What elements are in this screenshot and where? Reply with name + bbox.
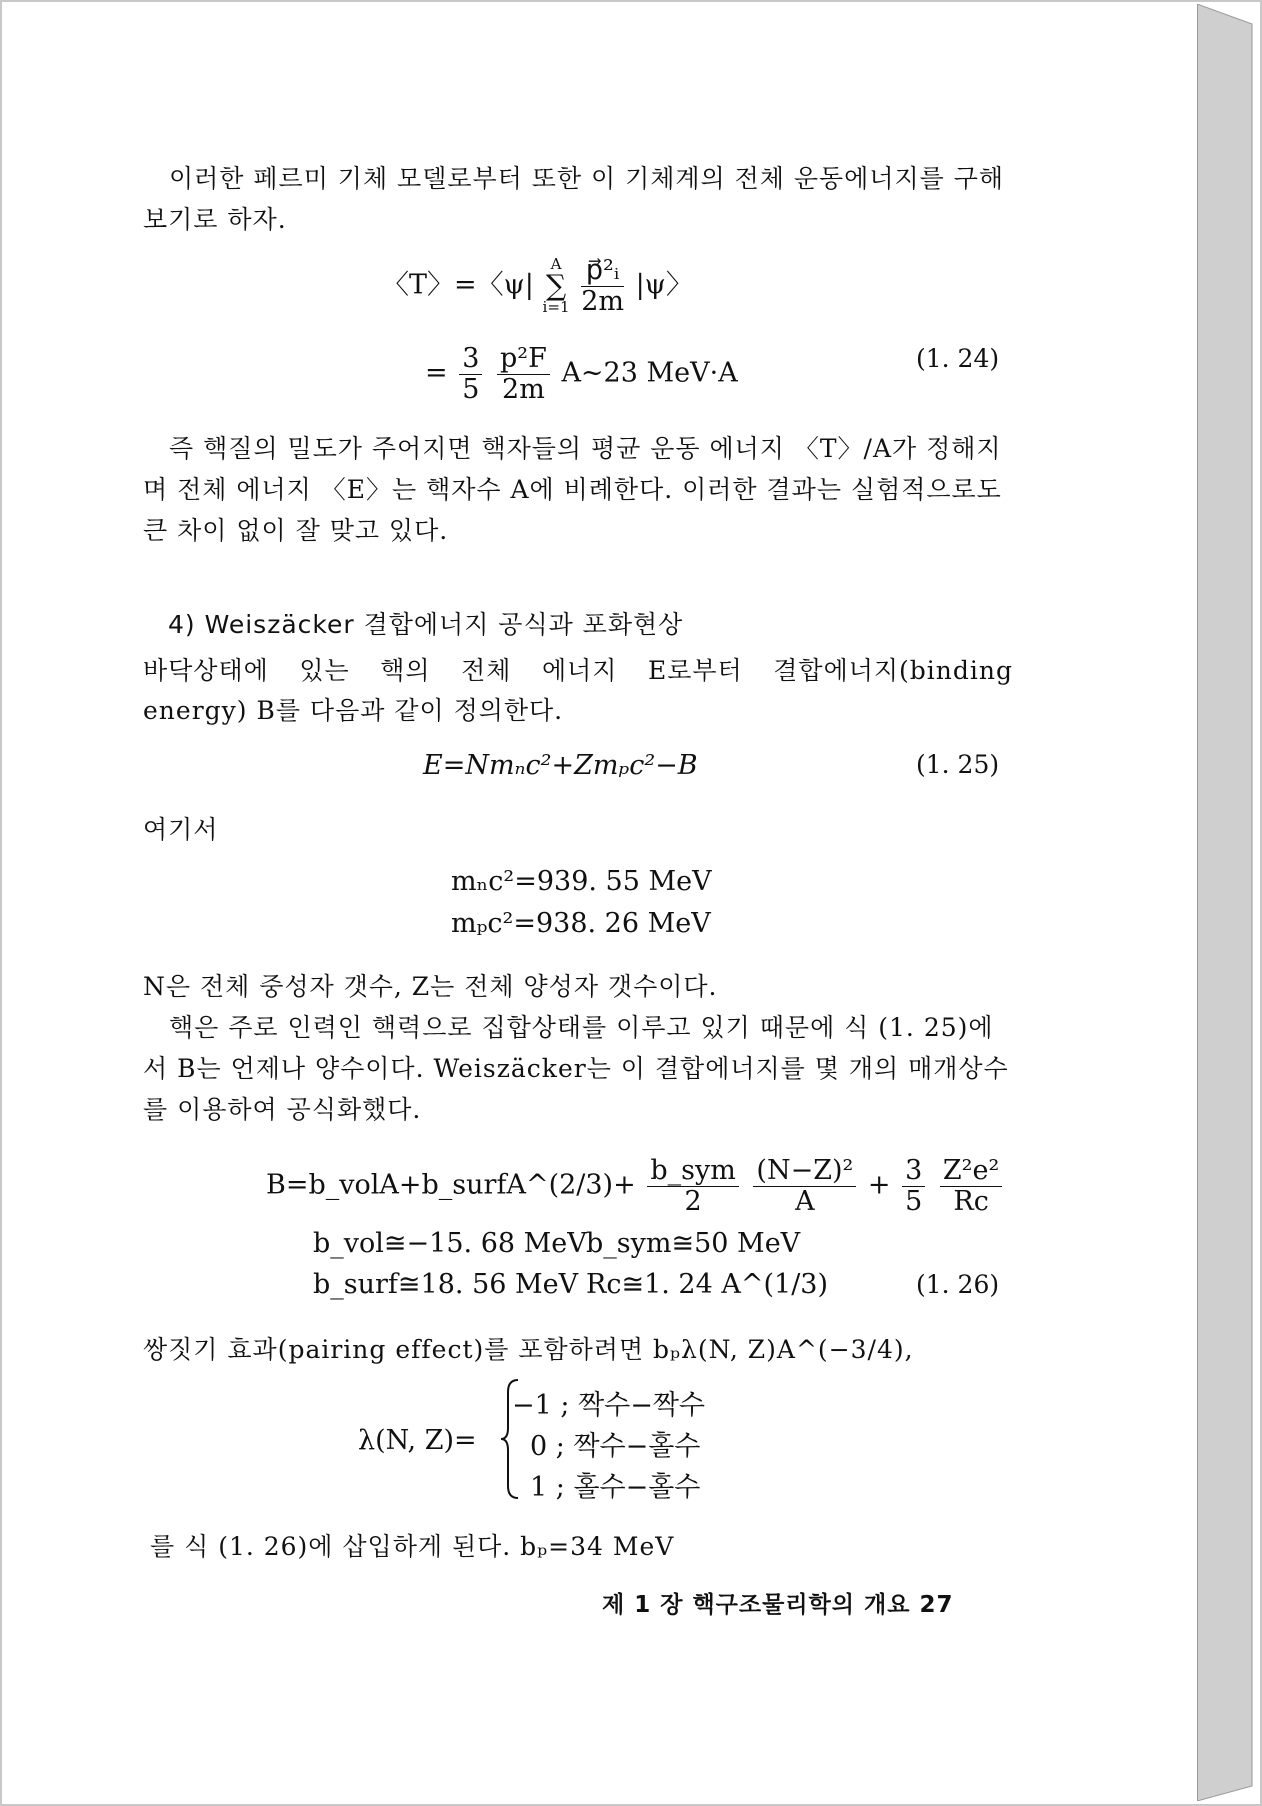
equation-1-24-line1 — [382, 256, 693, 316]
eq124-rhs: |ψ〉 — [635, 269, 693, 301]
constant-bvol: b_vol≅−15. 68 MeV — [313, 1228, 587, 1259]
sum-sign: ∑ — [545, 269, 567, 303]
eq126-frac-three-fifths: $\frac{3}{5}$ — [902, 1156, 925, 1216]
lambda-lhs: λ(N, Z)= — [358, 1425, 477, 1456]
equation-1-26-main: B=b_volA+b_surfA^(2/3)+ $\frac{\text{b\_sym}}{2}$ $\frac{\text{(N−Z)²}}{A}$ + $\frac{3}{5}$ $\frac{\text{Z²e²}}{Rc}$ — [266, 1156, 1005, 1216]
page-footer: 제 1 장 핵구조물리학의 개요 27 — [602, 1592, 954, 1618]
paragraph-kinetic-energy-intro: 이러한 페르미 기체 모델로부터 또한 이 기체계의 전체 운동에너지를 구해 보기로 하자. — [143, 164, 1005, 234]
text-yeogiseo: 여기서 — [143, 815, 219, 844]
paragraph-pairing-effect: 쌍짓기 효과(pairing effect)를 포함하려면 bₚλ(N, Z)A^(−3/4), — [143, 1335, 914, 1364]
eq126-frac-bsym: $\frac{\text{b\_sym}}{2}$ — [647, 1156, 739, 1216]
eq124-frac-three-fifths: $\frac{3}{5}$ — [459, 344, 482, 404]
sum-lower-limit: i=1 — [542, 298, 570, 317]
constant-bsym: b_sym≅50 MeV — [586, 1228, 801, 1259]
equation-1-25: E=Nmₙc²+Zmₚc²−B — [423, 750, 698, 781]
lambda-case-even-odd: 0 ; 짝수−홀수 — [530, 1431, 701, 1462]
eq124-frac-fermi: $\frac{\text{p²F}}{2m}$ — [497, 344, 550, 404]
sum-upper-limit: A — [550, 254, 562, 273]
eq124-sum — [542, 254, 570, 317]
paragraph-weiszacker-intro: 핵은 주로 인력인 핵력으로 집합상태를 이루고 있기 때문에 식 (1. 25)에서 B는 언제나 양수이다. Weiszäcker는 이 결합에너지를 몇 개의 매개상수를 이용하여 공식화했다. — [143, 1013, 1009, 1124]
equation-number-1-24: (1. 24) — [916, 344, 1000, 373]
paragraph-average-energy: 즉 핵질의 밀도가 주어지면 핵자들의 평균 운동 에너지 〈T〉/A가 정해지며 전체 에너지 〈E〉는 핵자수 A에 비례한다. 이러한 결과는 실험적으로도 큰 차이 없이 잘 맞고 있다. — [143, 434, 1002, 545]
eq124-lhs: 〈T〉=〈ψ| — [382, 269, 534, 301]
book-spine — [1197, 4, 1257, 1801]
eq126-frac-asymmetry: $\frac{\text{(N−Z)²}}{A}$ — [753, 1156, 856, 1216]
equation-1-24-line2: = $\frac{3}{5}$ $\frac{\text{p²F}}{2m}$ A∼23 MeV·A — [425, 343, 738, 405]
eq126-frac-coulomb: $\frac{\text{Z²e²}}{Rc}$ — [940, 1156, 1002, 1216]
constant-rc: Rc≅1. 24 A^(1/3) — [586, 1269, 828, 1300]
eq124-frac-momentum: $\frac{\text{p⃗²ᵢ}}{2m}$ — [581, 255, 624, 317]
constant-bsurf: b_surf≅18. 56 MeV — [313, 1269, 579, 1300]
neutron-mass-energy: mₙc²=939. 55 MeV — [451, 866, 712, 897]
lambda-case-odd-odd: 1 ; 홀수−홀수 — [530, 1472, 701, 1503]
equation-number-1-25: (1. 25) — [916, 750, 1000, 779]
paragraph-binding-energy-line2: energy) B를 다음과 같이 정의한다. — [143, 696, 564, 725]
section-heading-weiszacker: 4) Weiszäcker 결합에너지 공식과 포화현상 — [168, 610, 684, 639]
paragraph-binding-energy-line1: 바닥상태에 있는 핵의 전체 에너지 E로부터 결합에너지(binding — [143, 656, 1013, 685]
lambda-case-even-even: −1 ; 짝수−짝수 — [512, 1390, 706, 1421]
equation-number-1-26: (1. 26) — [916, 1270, 1000, 1299]
paragraph-nucleon-counts: N은 전체 중성자 갯수, Z는 전체 양성자 갯수이다. — [143, 972, 718, 1001]
proton-mass-energy: mₚc²=938. 26 MeV — [451, 908, 711, 939]
paragraph-insert-pairing: 를 식 (1. 26)에 삽입하게 된다. bₚ=34 MeV — [150, 1532, 675, 1561]
